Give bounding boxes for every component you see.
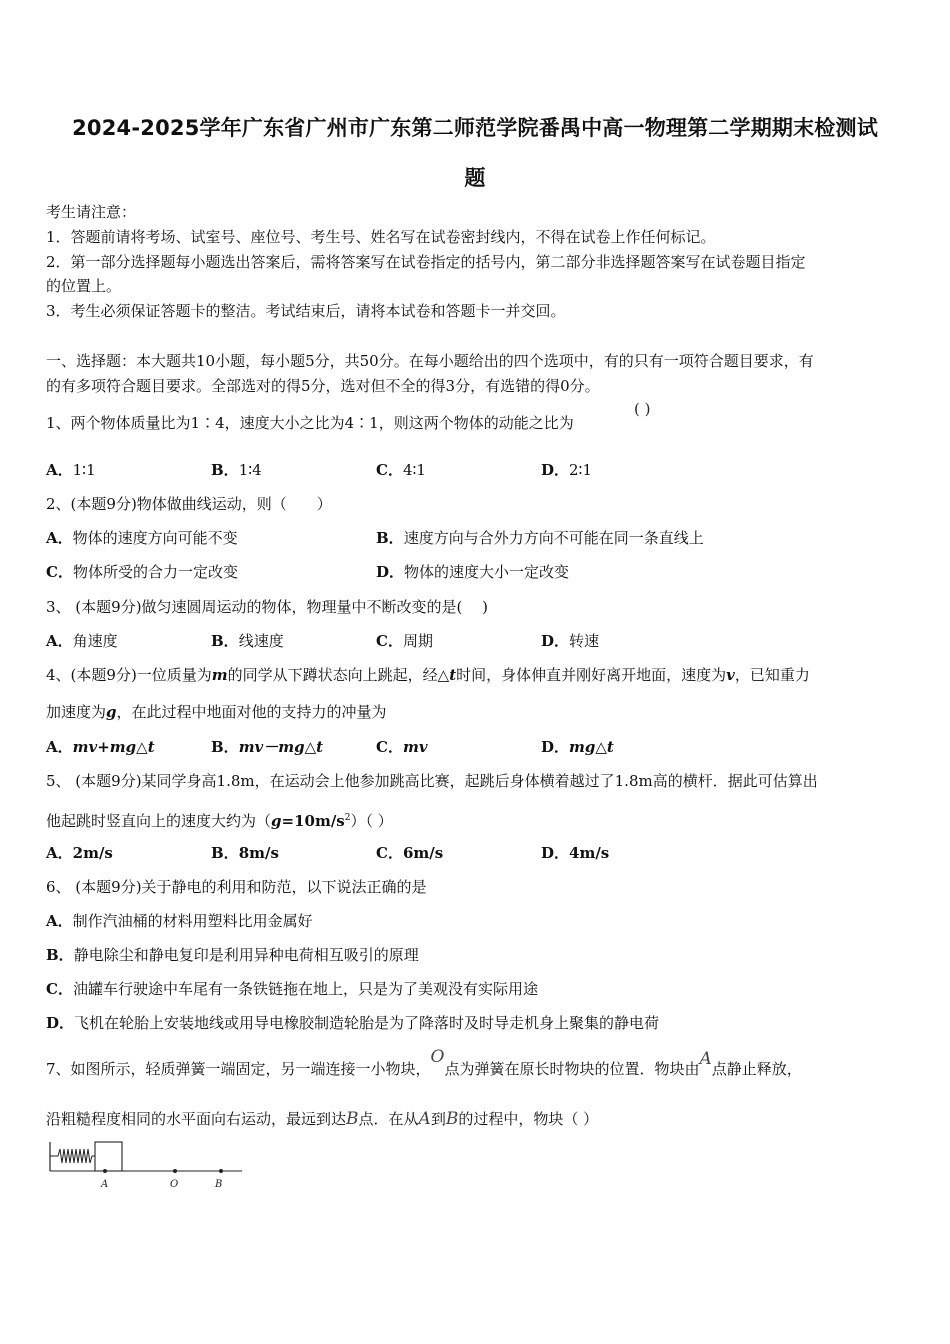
q2-option-b: B．速度方向与合外力方向不可能在同一条直线上 bbox=[376, 529, 704, 547]
exam-title-line2: 题 bbox=[464, 166, 486, 190]
notice-item-1: 1．答题前请将考场、试室号、座位号、考生号、姓名写在试卷密封线内，不得在试卷上作任何标记。 bbox=[46, 228, 716, 246]
q5-stem: 5、 (本题9分)某同学身高1.8m，在运动会上他参加跳高比赛，起跳后身体横着越过了1.8m高的横杆．据此可估算出 bbox=[46, 772, 818, 790]
point-a-label: A bbox=[101, 1179, 109, 1190]
q1-option-d: D．2∶1 bbox=[541, 461, 593, 479]
q3-option-a: A．角速度 bbox=[46, 632, 118, 650]
point-b-label: B bbox=[215, 1179, 223, 1190]
notice-item-2-cont: 的位置上。 bbox=[46, 277, 122, 295]
q2-option-d: D．物体的速度大小一定改变 bbox=[376, 563, 570, 581]
q6-option-d: D．飞机在轮胎上安装地线或用导电橡胶制造轮胎是为了降落时及时导走机身上聚集的静电荷 bbox=[46, 1014, 660, 1032]
notice-item-2: 2．第一部分选择题每小题选出答案后，需将答案写在试卷指定的括号内，第二部分非选择题答案写在试卷题目指定 bbox=[46, 253, 806, 271]
q4-option-d: D．mg△t bbox=[541, 738, 614, 756]
q1-option-a: A．1∶1 bbox=[46, 461, 96, 479]
point-b-dot bbox=[219, 1169, 223, 1173]
spring-coil bbox=[50, 1149, 95, 1163]
q3-option-c: C．周期 bbox=[376, 632, 433, 650]
q7-spring-block-figure bbox=[44, 1136, 248, 1192]
q2-option-a: A．物体的速度方向可能不变 bbox=[46, 529, 238, 547]
q3-option-d: D．转速 bbox=[541, 632, 600, 650]
q1-answer-paren: ( ) bbox=[634, 400, 651, 418]
notice-item-3: 3．考生必须保证答题卡的整洁。考试结束后，请将本试卷和答题卡一并交回。 bbox=[46, 302, 566, 320]
q1-option-c: C．4∶1 bbox=[376, 461, 426, 479]
q6-stem: 6、 (本题9分)关于静电的利用和防范，以下说法正确的是 bbox=[46, 878, 427, 896]
q7-stem-cont: 沿粗糙程度相同的水平面向右运动，最远到达B点．在从A到B的过程中，物块（ ） bbox=[46, 1109, 599, 1129]
q6-option-a: A．制作汽油桶的材料用塑料比用金属好 bbox=[46, 912, 313, 930]
block bbox=[95, 1142, 122, 1171]
q3-option-b: B．线速度 bbox=[211, 632, 284, 650]
q4-option-b: B．mv－mg△t bbox=[211, 738, 324, 756]
q2-option-c: C．物体所受的合力一定改变 bbox=[46, 563, 238, 581]
q5-option-d: D．4m/s bbox=[541, 844, 610, 862]
q6-option-c: C．油罐车行驶途中车尾有一条铁链拖在地上，只是为了美观没有实际用途 bbox=[46, 980, 538, 998]
q3-stem: 3、 (本题9分)做匀速圆周运动的物体，物理量中不断改变的是( ) bbox=[46, 598, 489, 616]
q4-option-c: C．mv bbox=[376, 738, 428, 756]
q4-stem: 4、(本题9分)一位质量为m的同学从下蹲状态向上跳起，经△t时间，身体伸直并刚好离开地面，速度为v，已知重力 bbox=[46, 666, 810, 684]
q5-stem-cont: 他起跳时竖直向上的速度大约为$(g=10m/s^2)$（ ） bbox=[46, 812, 393, 830]
exam-title-line1: 2024-2025学年广东省广州市广东第二师范学院番禺中高一物理第二学期期末检测试 bbox=[72, 116, 878, 140]
q4-option-a: A．mv+mg△t bbox=[46, 738, 155, 756]
q5-option-c: C．6m/s bbox=[376, 844, 444, 862]
point-o-dot bbox=[173, 1169, 177, 1173]
q5-option-a: A．2m/s bbox=[46, 844, 113, 862]
q5-option-b: B．8m/s bbox=[211, 844, 279, 862]
q1-option-b: B．1∶4 bbox=[211, 461, 262, 479]
q6-option-b: B．静电除尘和静电复印是利用异种电荷相互吸引的原理 bbox=[46, 946, 419, 964]
notice-heading: 考生请注意： bbox=[46, 203, 137, 221]
q1-stem: 1、两个物体质量比为1∶4，速度大小之比为4∶1，则这两个物体的动能之比为 bbox=[46, 414, 574, 432]
q2-stem: 2、(本题9分)物体做曲线运动，则（ ） bbox=[46, 495, 332, 513]
point-a-dot bbox=[103, 1169, 107, 1173]
section-intro-1: 一、选择题：本大题共10小题，每小题5分，共50分。在每小题给出的四个选项中，有的只有一项符合题目要求，有 bbox=[46, 352, 814, 370]
q7-stem: 7、如图所示，轻质弹簧一端固定，另一端连接一小物块，O点为弹簧在原长时物块的位置．物块由A点静止释放， bbox=[46, 1047, 802, 1078]
q4-stem-cont: 加速度为g，在此过程中地面对他的支持力的冲量为 bbox=[46, 703, 387, 721]
section-intro-2: 的有多项符合题目要求。全部选对的得5分，选对但不全的得3分，有选错的得0分。 bbox=[46, 377, 600, 395]
point-o-label: O bbox=[170, 1179, 179, 1190]
